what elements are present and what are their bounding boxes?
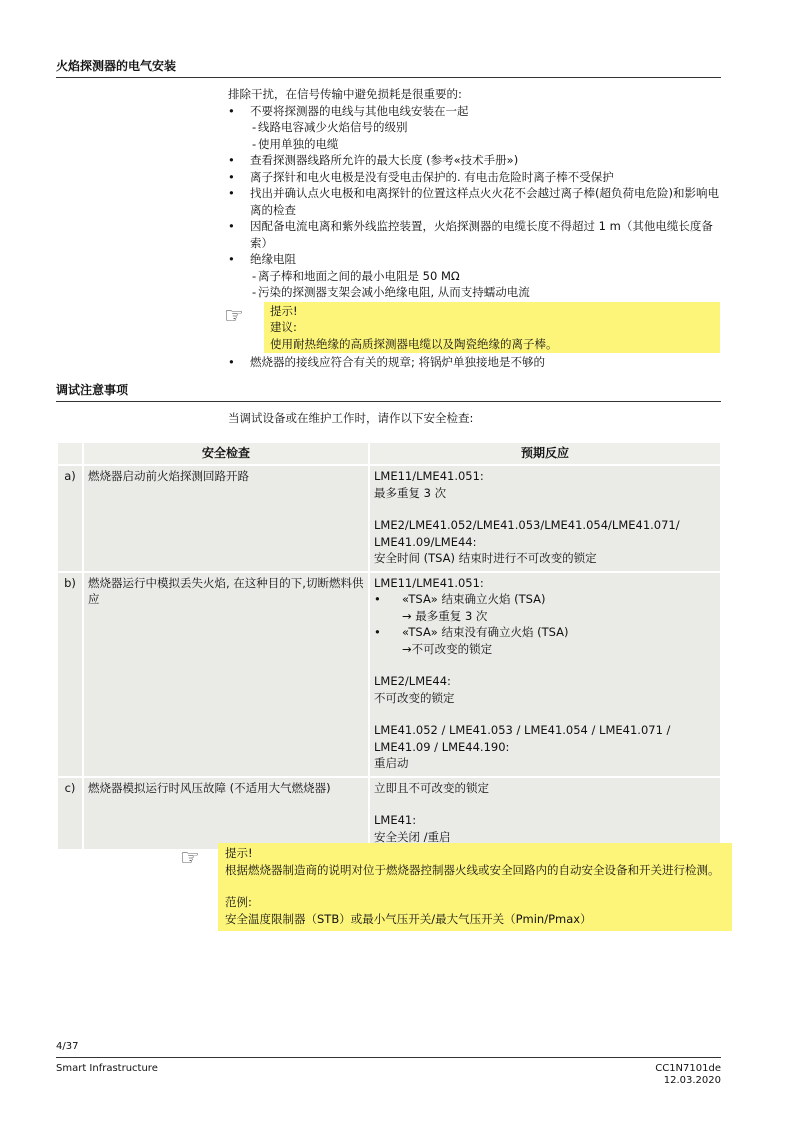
tip-box bbox=[264, 302, 720, 354]
response-cell bbox=[370, 466, 720, 571]
sub-item: - 线路电容减少火焰信号的级别 bbox=[228, 119, 720, 136]
response-cell bbox=[370, 778, 720, 850]
response-bullet: • «TSA» 结束没有确立火焰 (TSA) bbox=[374, 624, 716, 641]
response-title: LME11/LME41.051: bbox=[374, 575, 484, 590]
table-header-check: 安全检查 bbox=[84, 443, 368, 464]
response-text: 最多重复 3 次 bbox=[374, 485, 447, 500]
footer-date: 12.03.2020 bbox=[663, 1075, 721, 1086]
check-cell: 燃烧器模拟运行时风压故障 (不适用大气燃烧器) bbox=[84, 778, 368, 850]
response-text: 不可改变的锁定 bbox=[374, 690, 455, 705]
safety-check-table bbox=[56, 441, 722, 851]
bullet-item: • 绝缘电阻 bbox=[228, 251, 720, 268]
response-text: 重启动 bbox=[374, 756, 409, 770]
tip-example: 安全温度限制器（STB）或最小气压开关/最大气压开关（Pmin/Pmax） bbox=[225, 911, 592, 926]
table-row bbox=[58, 573, 720, 776]
tip-box bbox=[218, 843, 732, 931]
section-title-commissioning: 调试注意事项 bbox=[56, 382, 721, 402]
response-title: LME41.052 / LME41.053 / LME41.054 / LME41.071 / LME41.09 / LME44.190: bbox=[374, 723, 671, 754]
response-text: 安全时间 (TSA) 结束时进行不可改变的锁定 bbox=[374, 551, 597, 565]
table-header-response: 预期反应 bbox=[370, 443, 720, 464]
pointing-hand-icon: ☞ bbox=[180, 846, 200, 871]
response-cell bbox=[370, 573, 720, 776]
table-header-row bbox=[58, 443, 720, 464]
row-letter: c) bbox=[58, 778, 82, 850]
tip-example-label: 范例: bbox=[225, 895, 252, 909]
footer-divider bbox=[56, 1057, 721, 1058]
response-title: LME11/LME41.051: bbox=[374, 469, 484, 483]
intro-text: 排除干扰，在信号传输中避免损耗是很重要的: bbox=[228, 87, 462, 101]
sub-item: - 离子棒和地面之间的最小电阻是 50 MΩ bbox=[228, 268, 720, 285]
response-title: LME2/LME41.052/LME41.053/LME41.054/LME41.071/ LME41.09/LME44: bbox=[374, 518, 680, 549]
response-title: LME2/LME44: bbox=[374, 674, 451, 688]
row-letter: a) bbox=[58, 466, 82, 571]
table-row bbox=[58, 778, 720, 850]
response-bullet: • «TSA» 结束确立火焰 (TSA) bbox=[374, 591, 716, 608]
commissioning-intro: 当调试设备或在维护工作时，请作以下安全检查: bbox=[228, 411, 474, 425]
footer-company: Smart Infrastructure bbox=[56, 1063, 158, 1074]
table-header-blank bbox=[58, 443, 82, 464]
footer-doc-info bbox=[560, 1063, 721, 1087]
response-arrow-line: → 最多重复 3 次 bbox=[402, 608, 488, 623]
bullet-item: • 燃烧器的接线应符合有关的规章; 将锅炉单独接地是不够的 bbox=[228, 354, 720, 371]
bullet-item: • 找出并确认点火电极和电离探针的位置这样点火火花不会越过离子棒(超负荷电危险)和影响电离的检查 bbox=[228, 185, 720, 218]
tip-label: 建议: bbox=[270, 320, 297, 334]
footer-doc-id: CC1N7101de bbox=[655, 1063, 721, 1074]
section-title-electrical-installation: 火焰探测器的电气安装 bbox=[56, 58, 721, 78]
check-cell: 燃烧器运行中模拟丢失火焰, 在这种目的下,切断燃料供应 bbox=[84, 573, 368, 776]
response-arrow-line: →不可改变的锁定 bbox=[402, 641, 493, 656]
page-number: 4/37 bbox=[56, 1041, 79, 1052]
bullet-item: • 查看探测器线路所允许的最大长度 (参考«技术手册») bbox=[228, 152, 720, 169]
bullet-item: • 因配备电流电离和紫外线监控装置，火焰探测器的电缆长度不得超过 1 m（其他电缆长度备索） bbox=[228, 218, 720, 251]
pointing-hand-icon: ☞ bbox=[224, 304, 244, 329]
sub-item: - 污染的探测器支架会减小绝缘电阻, 从而支持蠕动电流 bbox=[228, 284, 720, 301]
bullet-item: • 不要将探测器的电线与其他电线安装在一起 bbox=[228, 103, 720, 120]
tip-title: 提示! bbox=[270, 303, 298, 318]
check-cell: 燃烧器启动前火焰探测回路开路 bbox=[84, 466, 368, 571]
tip-text: 根据燃烧器制造商的说明对位于燃烧器控制器火线或安全回路内的自动安全设备和开关进行检测。 bbox=[225, 862, 720, 877]
row-letter: b) bbox=[58, 573, 82, 776]
tip-title: 提示! bbox=[225, 846, 253, 860]
bullet-item: • 离子探针和电火电极是没有受电击保护的. 有电击危险时离子棒不受保护 bbox=[228, 169, 720, 186]
response-title: LME41: bbox=[374, 813, 417, 827]
sub-item: - 使用单独的电缆 bbox=[228, 136, 720, 153]
response-text: 立即且不可改变的锁定 bbox=[374, 780, 489, 795]
tip-text: 使用耐热绝缘的高质探测器电缆以及陶瓷绝缘的离子棒。 bbox=[270, 336, 558, 351]
response-text: 安全关闭 /重启 bbox=[374, 829, 451, 844]
electrical-installation-content bbox=[228, 86, 720, 371]
table-row bbox=[58, 466, 720, 571]
